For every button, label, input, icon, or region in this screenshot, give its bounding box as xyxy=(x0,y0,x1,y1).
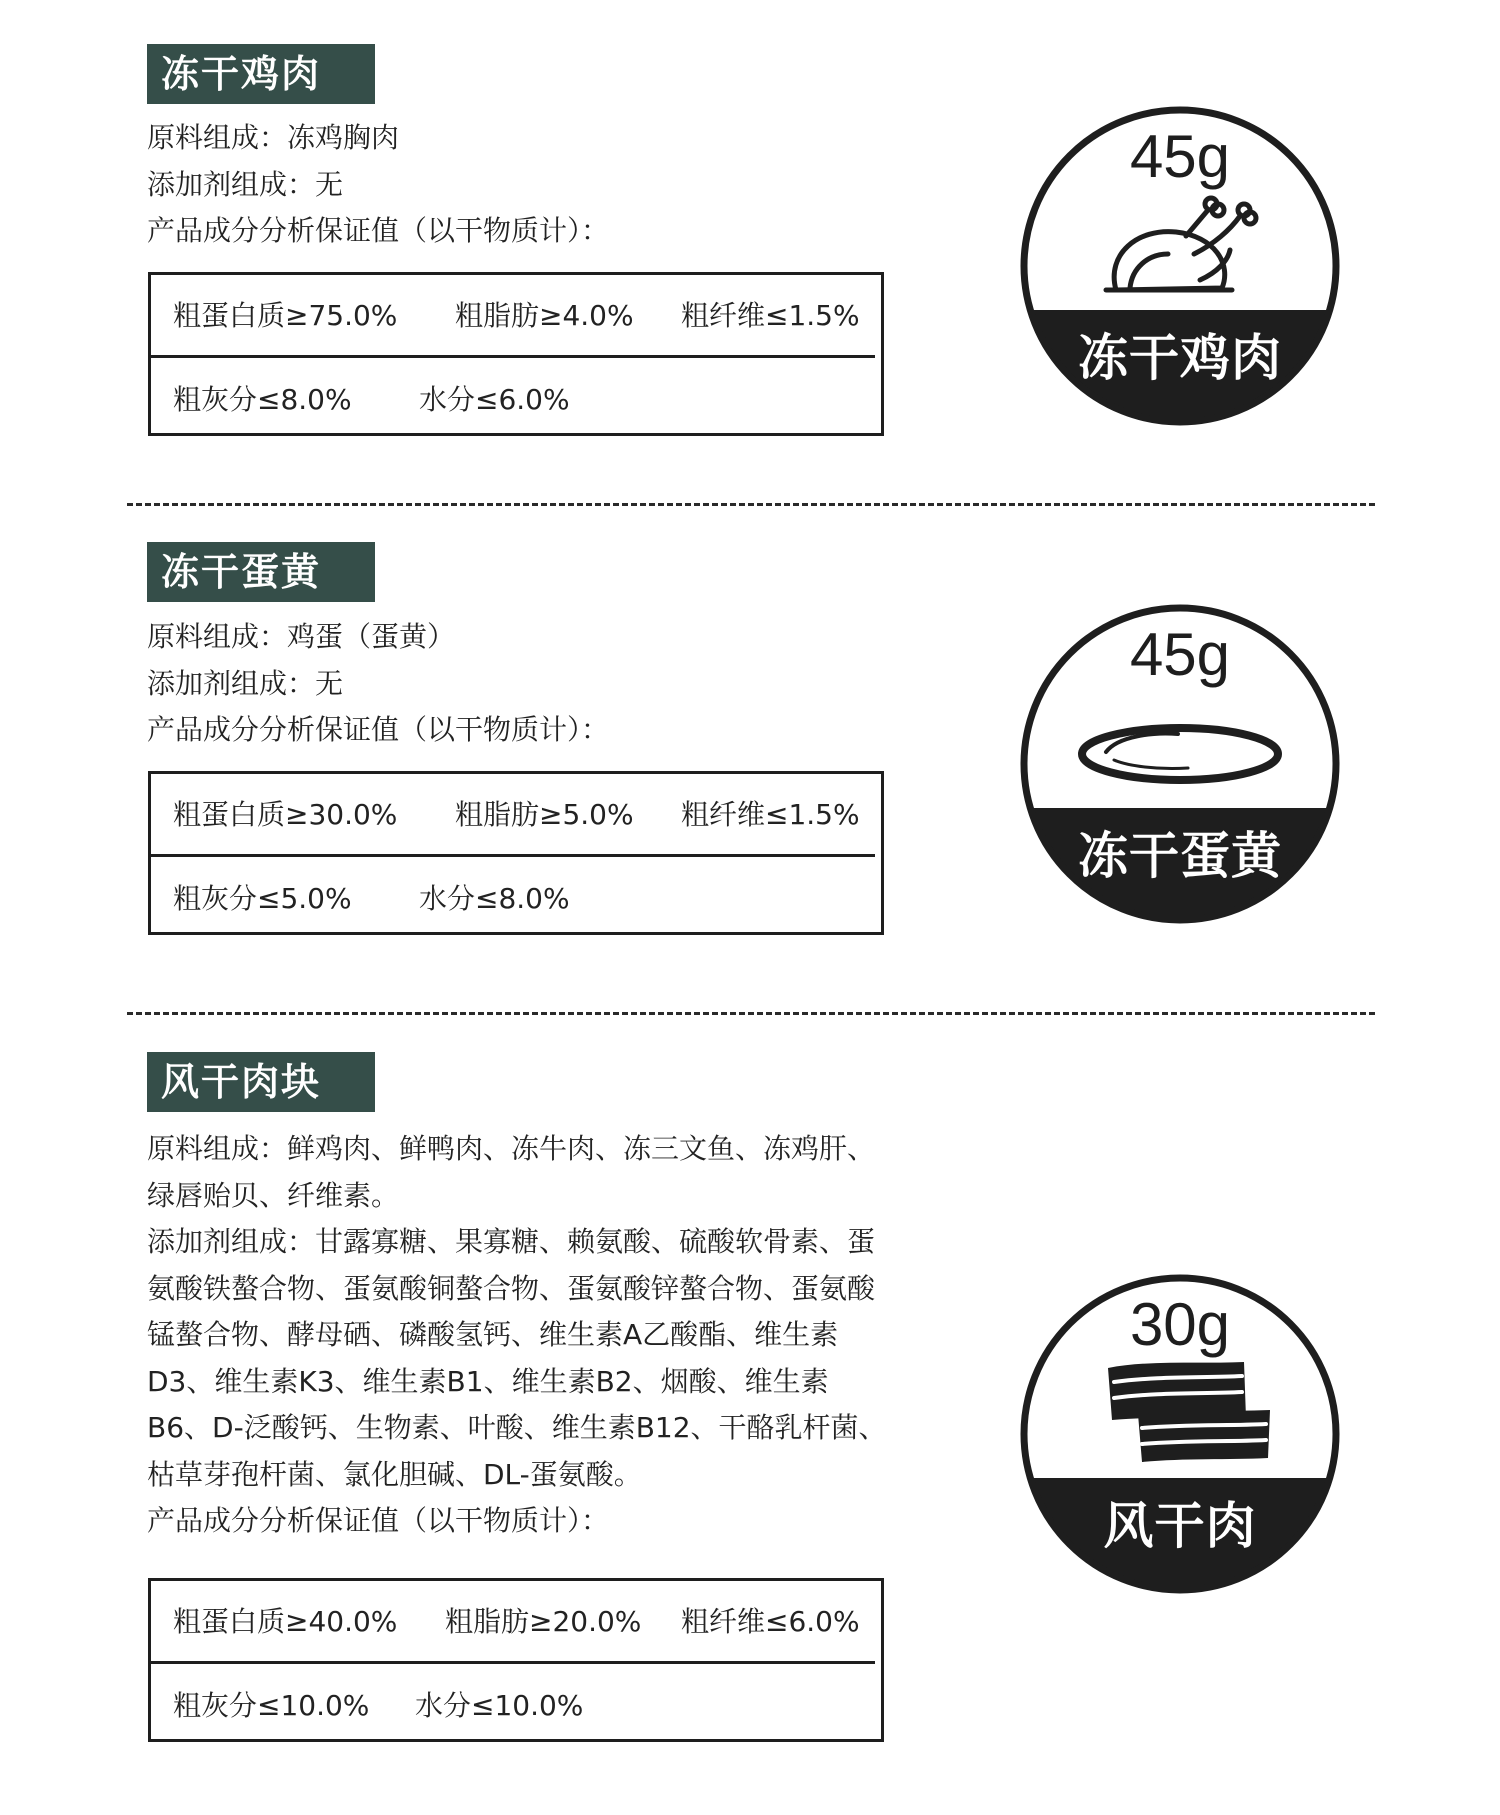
section-title: 冻干蛋黄 xyxy=(147,542,375,602)
badge-name: 风干肉 xyxy=(1103,1497,1257,1555)
badge-weight: 45g xyxy=(1129,123,1231,190)
analysis-heading: 产品成分分析保证值（以干物质计）： xyxy=(147,713,610,746)
ingredients-label: 原料组成： xyxy=(147,121,288,154)
spec-fiber: 粗纤维≤1.5% xyxy=(681,299,860,332)
nutrition-spec-table xyxy=(148,1578,884,1742)
additives-label: 添加剂组成： xyxy=(147,666,316,700)
section-title: 风干肉块 xyxy=(147,1052,375,1112)
additives-value: 无 xyxy=(315,167,344,201)
additives-label: 添加剂组成： xyxy=(147,167,316,201)
spec-divider xyxy=(151,1661,875,1664)
badge-name: 冻干蛋黄 xyxy=(1078,827,1282,885)
analysis-heading: 产品成分分析保证值（以干物质计）： xyxy=(147,1504,610,1537)
spec-moisture: 水分≤6.0% xyxy=(419,383,570,416)
product-info xyxy=(147,1126,892,1545)
ingredients-line xyxy=(147,1126,892,1219)
spec-protein: 粗蛋白质≥75.0% xyxy=(173,299,398,332)
spec-ash: 粗灰分≤5.0% xyxy=(173,882,352,915)
spec-row xyxy=(151,1665,881,1743)
product-badge xyxy=(1018,1272,1342,1596)
additives-value: 甘露寡糖、果寡糖、赖氨酸、硫酸软骨素、蛋氨酸铁螯合物、蛋氨酸铜螯合物、蛋氨酸锌螯合物、蛋氨酸锰螯合物、酵母硒、磷酸氢钙、维生素A乙酸酯、维生素D3、维生素K3、维生素B1、维生素B2、烟酸、维生素B6、D-泛酸钙、生物素、叶酸、维生素B12、干酪乳杆菌、枯草芽孢杆菌、氯化胆碱、DL-蛋氨酸。 xyxy=(147,1225,887,1491)
spec-ash: 粗灰分≤10.0% xyxy=(173,1689,370,1722)
badge-name: 冻干鸡肉 xyxy=(1078,329,1282,387)
additives-line xyxy=(147,1219,892,1498)
spec-ash: 粗灰分≤8.0% xyxy=(173,383,352,416)
analysis-heading: 产品成分分析保证值（以干物质计）： xyxy=(147,214,610,247)
badge-weight: 45g xyxy=(1129,621,1231,688)
spec-moisture: 水分≤8.0% xyxy=(419,882,570,915)
spec-fat: 粗脂肪≥5.0% xyxy=(455,798,634,831)
spec-moisture: 水分≤10.0% xyxy=(415,1689,584,1722)
additives-value: 无 xyxy=(315,666,344,700)
ingredients-label: 原料组成： xyxy=(147,1132,288,1165)
ingredients-value: 鸡蛋（蛋黄） xyxy=(287,620,456,653)
spec-fat: 粗脂肪≥4.0% xyxy=(455,299,634,332)
ingredients-label: 原料组成： xyxy=(147,620,288,653)
additives-label: 添加剂组成： xyxy=(147,1225,316,1258)
spec-protein: 粗蛋白质≥30.0% xyxy=(173,798,398,831)
spec-fiber: 粗纤维≤6.0% xyxy=(681,1605,860,1638)
section-title: 冻干鸡肉 xyxy=(147,44,375,104)
ingredients-value: 冻鸡胸肉 xyxy=(287,121,400,154)
spec-row xyxy=(151,1581,881,1659)
spec-fiber: 粗纤维≤1.5% xyxy=(681,798,860,831)
ingredients-value: 鲜鸡肉、鲜鸭肉、冻牛肉、冻三文鱼、冻鸡肝、绿唇贻贝、纤维素。 xyxy=(147,1132,876,1212)
spec-fat: 粗脂肪≥20.0% xyxy=(445,1605,642,1638)
badge-weight: 30g xyxy=(1129,1291,1231,1358)
spec-protein: 粗蛋白质≥40.0% xyxy=(173,1605,398,1638)
